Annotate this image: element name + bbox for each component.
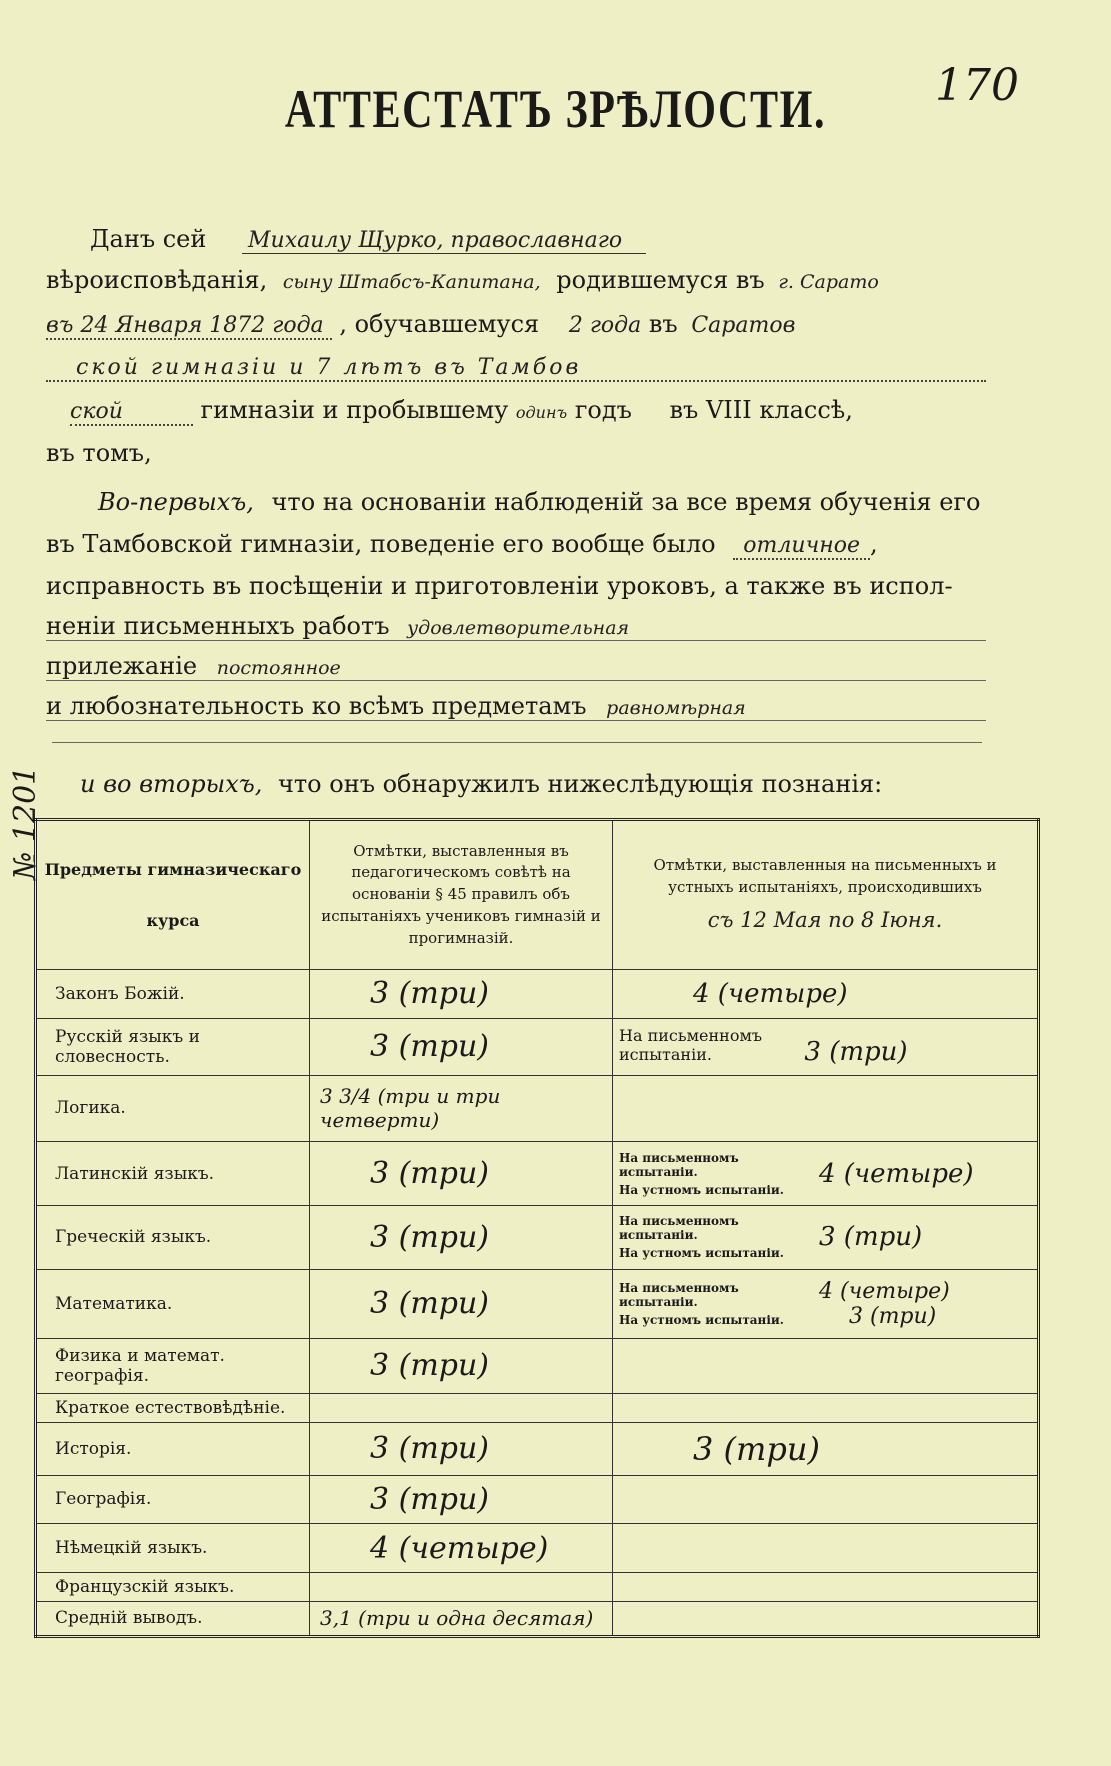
line-1: Данъ сей Михаилу Щурко, православнаго [90, 225, 646, 253]
grades-table [34, 818, 1040, 1638]
para-5: прилежаніе постоянное [46, 652, 986, 681]
header-council: Отмѣтки, выставленныя въ педагогическомъ совѣтѣ на основаніи § 45 правилъ объ испытаніяхъ учениковъ гимназій и прогимназій. [310, 820, 613, 970]
line-4: ской гимназіи и 7 лѣтъ въ Тамбов [46, 352, 986, 382]
table-row: Математика. 3 (три) На письменномъ испытаніи. На устномъ испытаніи. 4 (четыре) 3 (три) [36, 1269, 1039, 1338]
table-row: Краткое естествовѣдѣніе. [36, 1394, 1039, 1422]
line-2: вѣроисповѣданія, сыну Штабсъ-Капитана, родившемуся въ г. Сарато [46, 266, 879, 294]
curiosity-value: равномѣрная [606, 697, 746, 719]
page-number: 170 [935, 60, 1019, 111]
student-name: Михаилу Щурко, православнаго [242, 228, 646, 254]
line-6: въ томъ, [46, 439, 152, 467]
birth-place: г. Сарато [778, 271, 879, 293]
table-header-row [36, 820, 1039, 970]
line-3: въ 24 Января 1872 года , обучавшемуся 2 года въ Саратов [46, 310, 796, 338]
margin-registry-number: № 1201 [8, 765, 43, 880]
birth-date: въ 24 Января 1872 года [46, 313, 332, 340]
written-work-value: удовлетворительная [407, 617, 630, 639]
para-6: и любознательность ко всѣмъ предметамъ равномѣрная [46, 692, 986, 721]
table-row: Греческій языкъ. 3 (три) На письменномъ испытаніи. На устномъ испытаніи. 3 (три) [36, 1205, 1039, 1269]
table-row: Логика. 3 3/4 (три и три четверти) [36, 1075, 1039, 1141]
exams-date: съ 12 Мая по 8 Іюня. [707, 907, 943, 932]
table-row: Законъ Божій. 3 (три) 4 (четыре) [36, 970, 1039, 1019]
table-row: Латинскій языкъ. 3 (три) На письменномъ испытаніи. На устномъ испытаніи. 4 (четыре) [36, 1142, 1039, 1206]
para-7: и во вторыхъ, что онъ обнаружилъ нижеслѣдующія познанія: [80, 770, 883, 798]
behavior-value: отличное [733, 533, 870, 560]
table-row: Физика и математ. географія. 3 (три) [36, 1338, 1039, 1394]
first-school: Саратов [691, 313, 796, 338]
para-2: въ Тамбовской гимназіи, поведеніе его вообще было отличное , [46, 530, 878, 558]
document-title: АТТЕСТАТЪ ЗРѢЛОСТИ. [284, 79, 827, 139]
years-studied: 2 года [568, 313, 642, 338]
written-exam-label: На письменномъ испытаніи. [619, 1026, 763, 1065]
table-row: Средній выводъ. 3,1 (три и одна десятая) [36, 1601, 1039, 1636]
diligence-value: постоянное [216, 657, 341, 679]
table-row: Русскій языкъ и словесность. 3 (три) На письменномъ испытаніи. 3 (три) [36, 1018, 1039, 1075]
header-subject: Предметы гимназическаго курса [36, 820, 310, 970]
blank-rule [52, 742, 982, 743]
para-3: исправность въ посѣщеніи и приготовленіи уроковъ, а также въ испол- [46, 572, 953, 600]
line-5: ской гимназіи и пробывшему одинъ годъ въ VIII классѣ, [70, 396, 853, 424]
para-4: неніи письменныхъ работъ удовлетворительная [46, 612, 986, 641]
para-1: Во-первыхъ, что на основаніи наблюденій за все время обученія его [98, 488, 981, 516]
father-rank: сыну Штабсъ-Капитана, [282, 271, 541, 293]
table-row: Нѣмецкій языкъ. 4 (четыре) [36, 1524, 1039, 1573]
table-row: Французскій языкъ. [36, 1573, 1039, 1601]
table-row: Географія. 3 (три) [36, 1475, 1039, 1524]
header-exams: Отмѣтки, выставленныя на письменныхъ и устныхъ испытаніяхъ, происходившихъ съ 12 Мая по 8 Іюня. [613, 820, 1039, 970]
table-row: Исторія. 3 (три) 3 (три) [36, 1422, 1039, 1475]
